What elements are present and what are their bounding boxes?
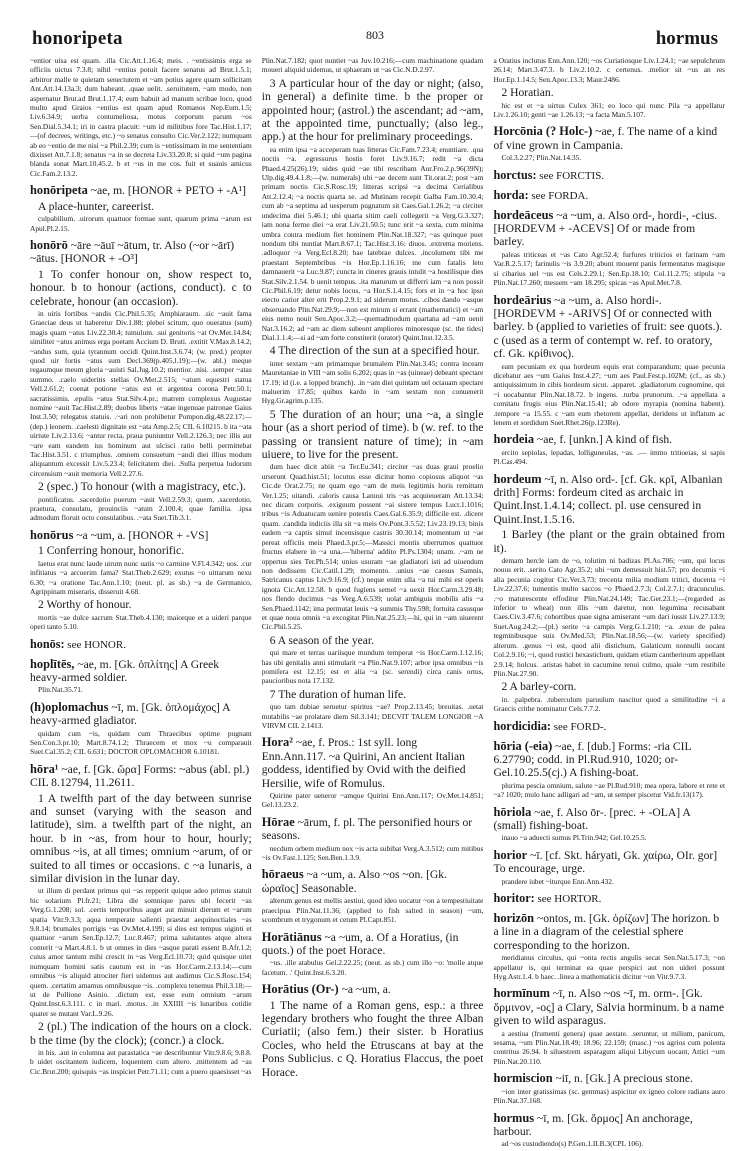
entry-headword-line xyxy=(493,912,725,952)
headword: honōrus xyxy=(30,527,74,542)
citations: Plin.Nat.7.182; quot nuntiet ~as Juv.10.216;—cum machinatione quadam moueri aliquid uidemus, ut sphaeram ut ~as Cic.N.D.2.97. xyxy=(261,56,484,75)
see-reference: see FORCTIS. xyxy=(536,169,605,182)
grammatical-info: ~ae, f. Also ōr-. [prec. + -OLA] A (small) fishing-boat. xyxy=(493,805,691,832)
citations: a Oratius inclutus Enn.Ann.120; ~os Curiatiosque Liv.1.24.1; ~ae sepulchrum 26.14; Mart.3.47.3. b Liv.2.10.2. c certenus. .melior sit ~us an res Hor.Ep.1.14.5; Sen.Apoc.13.3; Maur.2486. xyxy=(493,56,725,84)
sense-definition: 4 The direction of the sun at a specified hour. xyxy=(269,344,480,358)
headword: hoplītēs, xyxy=(30,656,75,671)
see-reference: see HONOR. xyxy=(64,638,126,651)
citations: plurima pescia omnium, salute ~ae Pl.Rud.910; mea opera, labore et rete et ~a? 1020; mulo hanc adligari ad ~am, ut semper piscetur Vid.fr.13(17). xyxy=(493,780,725,800)
citations: quo tam dubiae seruetur spiritus ~ae? Prop.2.13.45; breuitas. .uetat mutabilis ~ae prolatare diem Sil.3.141; DECVIT TALEM LONGIOR ~A VIRVM CIL 2.1413. xyxy=(261,702,484,730)
entry-headword-line xyxy=(493,1072,725,1085)
page-number: 803 xyxy=(366,28,384,42)
headword: honōs: xyxy=(30,636,65,651)
entry-headword-line xyxy=(262,868,484,895)
columns xyxy=(30,56,725,1151)
entry-headword-line xyxy=(30,763,252,790)
headword: hordeārius xyxy=(493,292,552,307)
sense-definition: 1 The name of a Roman gens, esp.: a three legendary brothers who fought the three Alban Curiatii; (also fem.) their sister. b Horatius Cocles, who held the Etruscans at bay at the Pons Sublicius. c Q. Horatius Flaccus, the poet Horace. xyxy=(261,998,484,1079)
citations: qui mare et terras uariisque mundum temperat ~is Hor.Carm.1.12.16; has ubi genitalis anni stimularit ~a Plin.Nat.9.107; arbor ipsa omnibus ~is pomifera est 12.15; est et alia ~a (sc. serendi) circa canis ortus, paucioribus nota 17.132. xyxy=(261,648,484,686)
sense-definition: 2 A barley-corn. xyxy=(501,680,577,694)
headword: horizōn xyxy=(493,911,535,925)
grammatical-info: ~ae, m. [Gk. ὁπλίτης] A Greek heavy-armed soldier. xyxy=(30,657,220,684)
citations: a aestiua (frumenti genera) quae aestate. .seruntur, ut milium, panicum, sesama, ~um Plin.Nat.18.49; 18.96; 22.159; (masc.) ~os agrios cum polenta contritus 26.94. b siluestrem asparagum aliqui Libycum uocant, Attici ~um Plin.Nat.20.110. xyxy=(493,1028,725,1066)
grammatical-info: ~ī, n. Also ~os ~ī, m. orm-. [Gk. ὅρμινον, -ος] a Clary, Salvia horminum. b a name given to wild asparagus. xyxy=(493,987,725,1028)
sense-definition: 2 (spec.) To honour (with a magistracy, etc.). xyxy=(38,480,246,494)
entry-headword-line xyxy=(262,816,484,843)
headword: horior xyxy=(493,847,528,862)
headword: Hōrae xyxy=(261,814,295,829)
citations: Plin.Nat.35.71. xyxy=(38,685,83,695)
citations: quidam cum ~is, quidam cum Thraecibus optime pugnant Sen.Con.3.pr.10; Mart.8.74.1.2; Thraecem et mox ~u comparauit Suet.Cal.35.2; CIL 6.631; DOCTOR OPLOMACHOR 6.10181. xyxy=(30,728,252,757)
citations: mortis ~ae dulce sacrum Stat.Theb.4.130; maiorque et a uideri parque operi tanto 5.10. xyxy=(30,612,252,632)
sense-definition: 2 Worthy of honour. xyxy=(38,598,132,612)
citations: necdum orbem medium nox ~is acta subibat Verg.A.3.512; cum mitibus ~is Ov.Fast.1.125; Sen.Ben.1.3.9. xyxy=(261,843,484,863)
entry-headword-line xyxy=(493,473,725,527)
citations: ea enim ipsa ~a acceperam tuas litteras Cic.Fam.7.23.4; enuntiare. .qua noctis ~a. .egressurus hostis foret Liv.9.16.7; redit ~a dicta Phaed.4.25(26).19; uides quid ~ae tibi rescribam Aur.Fro.2.p.96(39N); Ulp.dig.49.4.1.8;—(w. numerals) ubi ~ae decem sunt Tit.orat.2; post ~am primam noctis Cic.S.Rosc.19; litteras scripsi ~a decima Cerialibus Att.2.12.4; ~a noctis quarta se. .ad Mutinam recepit Galba Fam.10.30.4; cum ab ~a septima ad uesperum pugnatum sit Caes.Gal.1.26.2; ~a circiter undecima diei 5.46.1; ubi quarta sitim caeli collegerit ~a Verg.G.3.327; iam nona ferme diei ~a erat Liv.21.50.5; tunc erit ~a sexta, cum minima umbra contra medium fiet hominem Plin.Nat.18.327; ~as quinque puer nondum tibi nuntiat Mart.8.67.1; Tac.Hist.3.16: diuos. .extrema moriens. .adloquor ~a Verg.Ecl.8.20; hae latebrae dulces. .incolumem tibi me praestant Septembribus ~is Hor.Ep.1.16.16; me cum fatalis leto damnauerit ~a Luc.9.87; cuncta in cineres grauis intulit ~a hostilisque dies Stat.Silv.2.1.54. b uenit tempus. .ita maturum ut differri iam ~a non possit Cic.Phil.6.19; detur nobis locus, ~a Hor.S.1.4.15; fors et in ~a hoc ipso eiecto carior alter erit Prop.2.9.1; ad siderum motus. .cibos dando ~asque obseruando Plin.Nat.29.9;—non est mirum si errant (mathematici) et ~am eius nemo nouit Sen.Apoc.3.2;—quemadmodum quartana ad ~am uenit Nat.3.16.2; ad ~am ac diem subeunt ampliores minoresque (sc. the tides) Dial.1.1.4;—si ad ~am forte constiterit (orator) Quint.Inst.12.3.5. xyxy=(261,144,484,342)
cross-reference xyxy=(493,720,725,734)
cross-reference xyxy=(493,892,725,906)
citations: Quirine pater ueneror ~amque Quirini Enn.Ann.117; Ov.Met.14.851; Gel.13.23.2. xyxy=(261,791,484,810)
entry-headword-line xyxy=(262,983,484,996)
sense-definition: 5 The duration of an hour; una ~a, a single hour (as a short period of time). b (w. ref. to the passing or transient nature of time); in ~am uiuere, to live for the present. xyxy=(261,407,484,462)
grammatical-info: ~a ~um, a. Also ord-, hordi-, -cius. [HORDEVM + -ACEVS] Of or made from barley. xyxy=(493,208,718,249)
grammatical-info: ~ae, f. [Gk. ὥρα] Forms: ~abus (abl. pl.) CIL 8.12794, 11.2611. xyxy=(30,762,250,790)
entry-headword-line xyxy=(30,701,252,728)
right-guide-word: hormus xyxy=(655,28,718,49)
citations: culpabilium. .uirorum quattuor formae sunt, quarum prima ~arum est Apul.Pl.2.15. xyxy=(30,214,252,233)
headword: horctus: xyxy=(493,167,537,182)
headword: Hora² xyxy=(261,735,293,750)
entry-headword-line xyxy=(30,239,252,266)
grammatical-info: ~āre ~āuī ~ātum, tr. Also (~or ~ārī) ~ātus. [HONOR + -O³] xyxy=(30,238,235,266)
entry-headword-line xyxy=(493,294,725,361)
grammatical-info: ~ārum, f. pl. The personified hours or seasons. xyxy=(261,815,473,843)
citations: demam hercle iam de ~o, tolutim ni badizas Pl.As.706; ~um, qui locus nouus erit. .serito Cato Agr.35.2; ubi ~um demessuit hist.57; pro decumis ~i alia pecunia cogitur Cic.Ver.3.73; trecenta milia modium tritici, ducenta ~i Liv.22.37.6; tumentis multo saccos ~o Phaed.2.7.3; Col.2.7.1; dracunculus. .~o maturescente effoditur Plin.Nat.24.149; Tac.Ger.23.1;—(regarded as inferior to wheat) non illis ~um daretur, non legumina recusabant Caes.Civ.3.47.6; cohortibus quae signa amiserant ~um dari iussit Liv.27.13.9; Suet.Aug.24.2;—(pl.) serite ~a campis Verg.G.1.210; ~a. .exue de palea tegminibusque suis Ov.Med.53; Plin.Nat.18.56;—(w. variety specified) alterum. .genus ~i est, quod alii distichum, Galaticum nonnulli uocant Col.2.9.16; ~i, quod rustici hexastichum, quidam etiam cantherinum appellant 2.9.14; holcus. .aristas habet in cacumine tenui culmo, quale ~um restibile Plin.Nat.27.90. xyxy=(493,556,725,678)
cross-reference xyxy=(30,638,252,652)
cross-reference xyxy=(493,169,725,183)
grammatical-info: ~a ~um, a. xyxy=(338,983,391,997)
citations: alterum genus est mellis aestiui, quod ideo uocatur ~on a tempestiuitate praecipua Plin.Nat.11.36; (applied to fish salted in season) ~um, scombrum et trygonum et cetum Pl.Capt.851. xyxy=(261,896,484,925)
headword: hormīnum xyxy=(493,986,550,1001)
grammatical-info: ~a ~um, a. Also ~os ~on. [Gk. ὡραῖος] Seasonable. xyxy=(261,868,447,895)
grammatical-info: ~ae, f. The name of a kind of vine grown in Campania. xyxy=(493,125,718,152)
grammatical-info: ~ī. [cf. Skt. háryati, Gk. χαίρω, OIr. gor] To encourage, urge. xyxy=(493,848,718,876)
headword: honōrō xyxy=(30,237,68,252)
sense-definition: 1 A twelfth part of the day between sunrise and sunset (varying with the season and latitude), sim. a twelfth part of the night, an hour. b in ~as, from hour to hour, hourly; omnibus ~is, at all times; omnium ~arum, of or suited to all times or occasions. c ~a lunaris, a similar division in the lunar day. xyxy=(30,791,252,886)
headword: hordeāceus xyxy=(493,207,554,222)
entry-headword-line xyxy=(493,1112,725,1139)
citations: in his. .aut in columna aut parastatica ~ae describuntur Vitr.9.8.6; 9.8.8. b uidet oscitantem iudicem, loquentem cum altero. .mittentem ad ~as Cic.Brut.200; quisquis ~as inspiciet Petr.71.11; cum a puero quaesisset ~as xyxy=(30,1047,252,1076)
sense-definition: 1 Barley (the plant or the grain obtained from it). xyxy=(493,528,725,555)
entry-headword-line xyxy=(30,529,252,542)
entry-headword-line xyxy=(493,433,725,446)
running-head xyxy=(0,28,750,50)
headword: hormus xyxy=(493,1110,535,1125)
citations: prandere iubet ~iturque Enn.Ann.432. xyxy=(501,876,614,886)
grammatical-info: ~ī, m. [Gk. ὅρμος] An anchorage, harbour. xyxy=(493,1111,693,1138)
headword: honōripeta xyxy=(30,183,88,198)
sense-definition: 1 Conferring honour, honorific. xyxy=(38,544,185,558)
citations: paleas triticeas et ~as Cato Agr.52.4; furfures triticios et farinam ~am Var.R.2.5.17; farinulis ~is 3.9.20; abunt mouent panis fermentatus magisque si cibarius uel ~us est Cels.2.29.1; Sen.Ep.18.10; Col.11.2.75; stipula ~a Plin.Nat.17.260; messem ~am 18.295; spicas ~as Apul.Met.7.8. xyxy=(493,249,725,288)
grammatical-info: ~a ~um, a. Also hordi-. [HORDEVM + -ARIVS] Of or connected with barley. b (applied to varieties of fruit: see quots.). c (used as a term of contempt w. ref. to oratory, cf. Gk. κρίθινος). xyxy=(493,293,723,361)
sense-definition: 6 A season of the year. xyxy=(269,633,375,647)
citations: inter sextam ~am primamque brumalem Plin.Nat.3.45; contra inceam Mauretaniae in VIII ~am solis 6.202; quas in ~as (uineae) debeant spectare 17.19; id (i.e. a lopped branch). .in ~am diei quintam uel octauam spectare maluerim 17.85; quibus kardo in ~am sextam non conuenerit Hyg.Gr.agrim.p.135. xyxy=(261,358,484,406)
grammatical-info: ~ae, f. Pros.: 1st syll. long Enn.Ann.117. ~a Quirini, An ancient Italian goddess, identified by Ovid with the deified Hersilie, wife of Romulus. xyxy=(261,736,466,790)
grammatical-info: ~ī, m. [Gk. ὁπλομάχος] A heavy-armed gladiator. xyxy=(30,700,230,728)
headword: hordeia xyxy=(493,432,535,447)
headword: horda: xyxy=(493,187,529,202)
column-1 xyxy=(30,56,252,1151)
grammatical-info: ~ae, f. [unkn.] A kind of fish. xyxy=(534,433,673,447)
column-3 xyxy=(493,56,725,1151)
left-guide-word: honoripeta xyxy=(32,28,123,49)
see-reference: see FORD-. xyxy=(551,720,607,733)
citations: in uiris fortibus ~andis Cic.Phil.5.35; Amphiaraum. .sic ~auit fama Graeciae deus ut haberetur Div.1.88; plebei scitum, quo oueratus (sum) magis quam ~atus Liv.22.30.4; tumulum. .sui genitoris ~at Ov.Met.14.84; similiter ~atus animus erga poetam Accium D. Bruti. .extitit V.Max.8.14.2; ~andus sum, quia tyrannum occidi Quint.Inst.3.6.74; (w. pred.) propter quod uir fortis ~atus sum Decl.369(p.405,l.19);—(w. abl.) meque regaumque meum gloria ~auisti Sal.Jug.10.2; mentior. .nisi. .semper ~atas summo. .caelo uideritis stellas Ov.Met.2.515; ~atum equestri statua Vell.2.61.2; coenat potione ~atus est et argentea corona Petr.50.1; sacratissimis. .epulis ~atus Stat.Silv.4.pr.; matrem complexus Augustae nomine ~auit Tac.Hist.2.89; duobus liberis ~atae ingenuae patronae Gaius Inst.3.50; relegatus statuis. .~ari non prohibetur Pompon.dig.48.22.17;—(dep.) leonem. .caelesti dignitate est ~ata Amp.2.5; CIL 6.10215. b ita ~ata uirtute Liv.2.13.6; ~antur recta, praua puniuntur Vell.2.126.3; nec illis aut ~are eam eandem ius hominum aut ulcisci ratio belli permittebat Tac.Hist.3.51. c triumphus. .omnem consuetum ~andi diei illius modum aliquantum excessit Liv.5.23.4; felicitatem diei. .Sulla perpetua ludorum circensium ~auit memoria Vell.2.27.6. xyxy=(30,308,252,478)
cross-reference xyxy=(493,189,725,203)
grammatical-info: ~ontos, m. [Gk. ὁρίζων] The horizon. b a line in a diagram of the celestial sphere corresponding to the horizon. xyxy=(493,912,720,952)
grammatical-info: ~a ~um, a. [HONOR + -VS] xyxy=(73,528,209,542)
headword: Horātiānus xyxy=(261,929,322,944)
entry-headword-line xyxy=(493,987,725,1027)
citations: ad ~os custodiendo(s) P.Gen.1.II.B.3(CPL 106). xyxy=(501,1139,644,1149)
citations: pontificatus. .sacerdotio puerum ~auit Vell.2.59.3; quem. .sacerdotio, praetura, consulatu, prouinciis ~atum 2.100.4; quae familia. .ipsa admodum floruit octo consulatibus. .~ata Suet.Tib.3.1. xyxy=(30,494,252,523)
entry-headword-line xyxy=(262,736,484,790)
headword: (h)oplomachus xyxy=(30,699,109,714)
entry-headword-line xyxy=(262,931,484,958)
entry-headword-line xyxy=(493,806,725,833)
sense-definition: 2 Horatian. xyxy=(501,86,554,100)
citations: ut illum di perdant primus qui ~as repperit quique adeo primus statuit hic solarium Pl.fr.21; Libra die somnique pares ubi fecerit ~as Verg.G.1.208; sol. .certis temporibus auget aut minuit dierum et ~arum spatia Vitr.9.3.3; aqua temperate salienti praestat aequinoctiales ~as 9.8.14; brumales porrigis ~as Ov.Met.4.199; si dies est tempus uiginti et quattuor ~arum Sen.Ep.12.7; Luc.8.467; prima salutantes atque altera conterit ~a Mart.4.8.1. b ut omnes in dies ~asque parati essent B.Afr.1.2; cuius amor tantum mihi crescit in ~as Verg.Ecl.10.73; quid quisque uitet numquam homini satis cautum est in ~as Hor.Carm.2.13.14;—cum omnibus ~is aliquid atrociter fieri uidemus aut audimus Cic.S.Rosc.154; quem. .certatim amamus omnibusque ~is. .complexu tenemus Phil.3.18;—ut de Pollione Asinio. .dictum est, esse eum omnium ~arum Quint.Inst.6.3.111. c in mari. .motus. .in XXIIII ~is lunaribus cotidie quater se mutant Var.L.9.26. xyxy=(30,886,252,1018)
citations: hic est et ~a uirtus Culex 361; eo loco qui nunc Pila ~a appellatur Liv.1.26.10; genti ~ae 1.26.13; ~a facta Man.5.107. xyxy=(493,100,725,120)
entry-headword-line xyxy=(30,658,252,685)
sense-definition: A place-hunter, careerist. xyxy=(38,199,155,213)
citations: in. .palpebra. .tuberculum paruulum nascitur quod a similitudine ~i a Graecis crithe nominatur Cels.7.7.2. xyxy=(493,694,725,714)
grammatical-info: ~ae, m. [HONOR + PETO + -A¹] xyxy=(87,184,247,198)
headword: Horātius (Or-) xyxy=(261,982,339,997)
grammatical-info: ~iī, n. [Gk.] A precious stone. xyxy=(552,1072,693,1086)
headword: horitor: xyxy=(493,891,535,905)
citations: dum haec dicit abiit ~a Ter.Eu.341; circiter ~as duas graui proelio urserunt Quad.hist.51; locutus esse dicitur homo copiosus aliquot ~as Cic.de Orat.2.75; ne quam ego ~am de meis legitimis horis remittam Ver.1.25; uitandi. .caloris causa Lanuui tris ~as acquieueram Att.13.34; nec dicam corporis. .exiguum possent ~ai sistere tempus Lucr.1.1016; tribus ~is Aduatucam uenire potestis Caes.Gal.6.35.9; difficile est. .dicere quam. .candida indiciis illa sit ~a meis Ov.Pont.3.5.52; Liv.23.19.13; binis eadem ~a captis simul incensisque castris 30.30.14; momentum ut ~ae pereat officiis meis Phaed.3.pr.5;—Massici montis uberrumos quattuor fructus elabere in ~a una.—'hiberna' addito Pl.Ps.1304; unam. .~am ne oppertus sies Ter.Ph.514; unius usuram ~ae gladiatori isti ad uiuendum non dedissem Cic.Catil.1.29; momento. .unius ~ae caesus Samnis, Satricanus captus Liv.9.16.9; (cf.) neque enim ulla ~a tui mihi est operis ignota Cic.Att.12.58. b quod fugiens semel ~a uexit Hor.Carm.3.29.48; nos flendo ducimus ~as Verg.A.6.539; uolat ambiguis mobilis alis ~a Sen.Phaed.1142; ima permutat leuis ~a summis Thy.598; fortuita casusque et quae noua omnis ~a excogitat Plin.Nat.25.23;—hi, qui in ~am uiuerent Cic.Phil.5.25. xyxy=(261,462,484,632)
column-2 xyxy=(262,56,484,1151)
entry-headword-line xyxy=(493,849,725,876)
headword: hōria (-eia) xyxy=(493,738,553,753)
entry-headword-line xyxy=(493,740,725,780)
citations: Col.3.2.27; Plin.Nat.14.35. xyxy=(501,153,582,163)
headword: hōraeus xyxy=(261,867,304,882)
sense-definition: 2 (pl.) The indication of the hours on a clock. b the time (by the clock); (concr.) a clock. xyxy=(30,1020,252,1047)
citations: ~ion inter gratissimas (sc. gemmas) aspicitur ex igneo colore radians auro Plin.Nat.37.168. xyxy=(493,1086,725,1106)
headword: Horcōnia (? Holc-) xyxy=(493,124,593,139)
citations: meridianus circulus, qui ~onta rectis angulis secat Sen.Nat.5.17.3; ~on appellatur is, qui terminat ea quae perspici aut non uideri possunt Hyg.Astr.1.4. b haec. .linea a mathematicis dicitur ~on Vitr.9.7.3. xyxy=(493,953,725,982)
entry-headword-line xyxy=(493,125,725,152)
grammatical-info: ~ī, n. Also ord-. [cf. Gk. κρῖ, Albanian drith] Forms: fordeum cited as archaic in Quint.Inst.1.4.14; collect. pl. use censured in Quint.Inst.1.5.16. xyxy=(493,472,723,526)
citations: laetus erat nunc laude uirum nunc uatis ~o carmine V.Fl.4.342; uos. .cur infitiatus ~a arcuerim fama? Stat.Theb.2.629; exutus ~o uittarum nexu 6.30; ~a oratione Tac.Ann.1.10; (neut. pl. as sb.) ~a de Germanico, Agrippinam miseraris, disseruit 4.68. xyxy=(30,558,252,596)
entry-headword-line xyxy=(493,209,725,249)
entry-headword-line xyxy=(30,184,252,197)
sense-definition: 3 A particular hour of the day or night; (also, in general) a definite time. b the proper or appointed hour; (astrol.) the ascendant; ad ~am, at the appointed time, punctually; (also leg., app.) at the hour for preliminary proceedings. xyxy=(261,76,484,144)
headword: hordeum xyxy=(493,471,542,486)
headword: hordicidia: xyxy=(493,718,551,733)
sense-definition: 1 To confer honour on, show respect to, honour. b to honour (actions, conduct). c to celebrate, honour (an occasion). xyxy=(30,267,252,308)
citations: eam pecuniam ex qua hordeum equis erat comparandum; quae pecunia dicebatur aes ~um Gaius Inst.4.27; ~um aes Paul.Fest.p.102M; (cf., as sb.) antiquissimum in cibis hordeum sicut. .apparet. .gladiatorum cognomine, qui ~i uocabantur Plin.Nat.18.72. b ingens. .turba prunorum. .~a appellata a comitatu frugis eius Plin.Nat.15.41; ab odore myrapia (nomina habent). .tempore ~a 15.55. c ~am eum rhetorem appellat, deridens ut inflatum ac lenem et sordidum Suet.Rhet.26(p.123Re). xyxy=(493,361,725,427)
citations: ~us. .ille atabulus Gel.2.22.25; (neut. as sb.) cum illo ~o: 'molle atque facetum. .' Quint.Inst.6.3.20. xyxy=(261,958,484,977)
headword: hormiscion xyxy=(493,1071,553,1086)
headword: hōra¹ xyxy=(30,761,59,776)
grammatical-info: ~ae, f. [dub.] Forms: -ria CIL 6.27790; codd. in Pl.Rud.910, 1020; or- Gel.10.25.5(cj.) A fishing-boat. xyxy=(493,739,692,780)
citations: ercito sepiolas, lepadas, lolliguneulas, ~as. .— immo tritioeias, si sapis Pl.Cas.494. xyxy=(493,447,725,467)
citations: ~entior uisa est quam. .illa Cic.Att.1.16.4; meis. . ~entissimis erga se officiis uictus 7.3.8; nihil ~entius potuit facere senatus ad Brut.1.5.1; arbitror malle te quietam senectutem et ~am potius agere quam sollicitam Ant.Att.14.13a.3; dum habeant. .quae uelit. .seruitutem, ~am modo, non aspernatur Brut.ad Brut.1.17.4; eum habuit ad manum scribae loco, quod multo apud Graios ~entius est quam apud Romanos Nep.Eum.1.5; Liv.6.34.9; uerba contumeliosa, motus corporum parum ~os Sen.Dial.5.34.1; iri in castra placuit: ~um id militibus fore Tac.Hist.1.17;—(of decrees, writings, etc.) ~o senatus consulto Cic.Ver.2.122; numquam ab eo ~entio de me nisi ~a Phil.2.39; cum is ~entissimam in me sententiam dixisset Att.7.1.8; senatus ~a in se decreta Liv.33.20.8; si quid ~um pagina blanda sonat Mart.10.45.2. b et ~us in me cos. fuit et suauis amicus Cic.Fam.2.13.2. xyxy=(30,56,252,178)
see-reference: see HORTOR. xyxy=(534,893,602,905)
headword: hōriola xyxy=(493,804,532,819)
sense-definition: 7 The duration of human life. xyxy=(269,687,407,701)
see-reference: see FORDA. xyxy=(528,189,589,202)
grammatical-info: ~a ~um, a. Of a Horatius, (in quots.) of the poet Horace. xyxy=(261,930,459,957)
citations: inauo ~a aduecti sumus Pl.Trin.942; Gel.10.25.5. xyxy=(501,833,647,843)
